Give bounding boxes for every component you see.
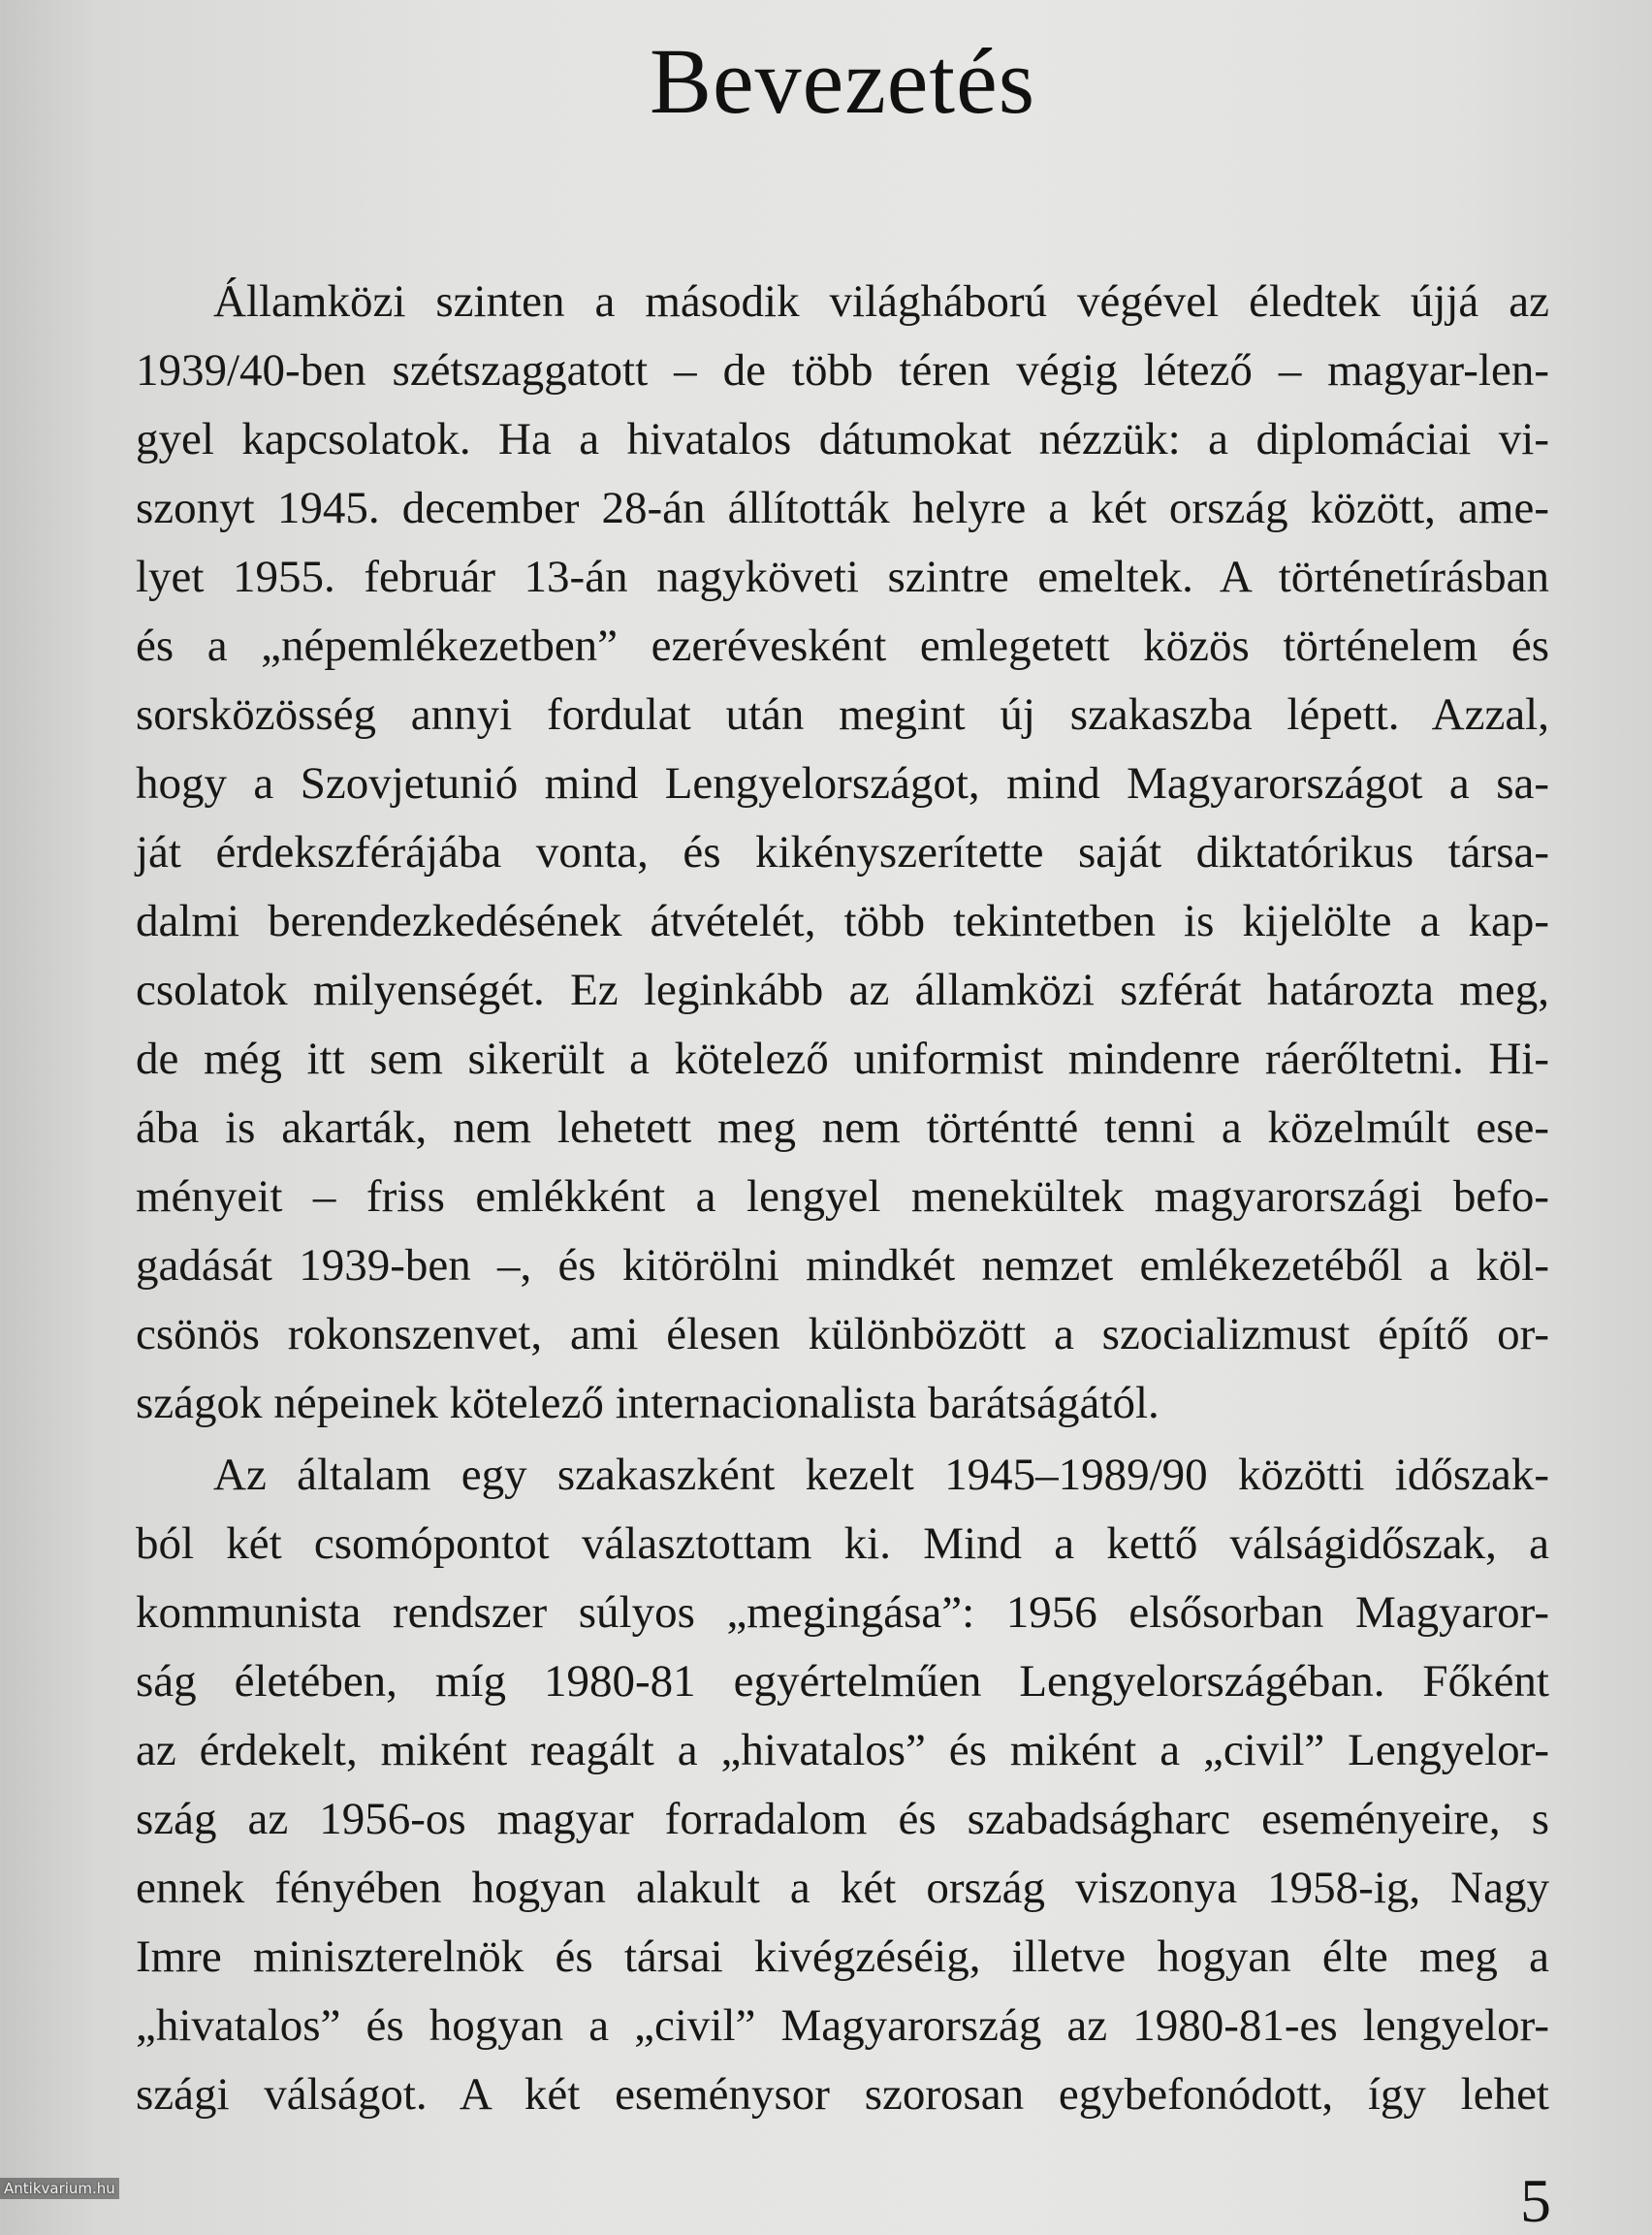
- text-line: ból két csomópontot választottam ki. Mind a kettő válságidőszak, a: [136, 1518, 1549, 1569]
- text-line: ennek fényében hogyan alakult a két ország viszonya 1958-ig, Nagy: [136, 1863, 1549, 1913]
- text-line: „hivatalos” és hogyan a „civil” Magyarország az 1980-81-es lengyelor-: [136, 2000, 1549, 2051]
- text-line: ság életében, míg 1980-81 egyértelműen Lengyelországéban. Főként: [136, 1656, 1549, 1707]
- text-line: ményeit – friss emlékként a lengyel menekültek magyarországi befo-: [136, 1171, 1549, 1222]
- text-line: gyel kapcsolatok. Ha a hivatalos dátumokat nézzük: a diplomáciai vi-: [136, 414, 1549, 464]
- text-line: 1939/40-ben szétszaggatott – de több téren végig létező – magyar-len-: [136, 345, 1549, 396]
- chapter-title: Bevezetés: [649, 29, 1036, 133]
- text-line: Imre miniszterelnök és társai kivégzéséig, illetve hogyan élte meg a: [136, 1932, 1549, 1982]
- paragraph-1: [136, 268, 1549, 1438]
- text-line: ját érdekszférájába vonta, és kikényszerítette saját diktatórikus társa-: [136, 827, 1549, 878]
- page-number-area: [1512, 2166, 1571, 2235]
- text-line: csolatok milyenségét. Ez leginkább az államközi szférát határozta meg,: [136, 965, 1549, 1015]
- text-line: gadását 1939-ben –, és kitörölni mindkét nemzet emlékezetéből a köl-: [136, 1240, 1549, 1291]
- text-line: szágok népeinek kötelező internacionalista barátságától.: [136, 1378, 1160, 1428]
- watermark: Antikvarium.hu: [0, 2178, 119, 2199]
- paragraph-2: [136, 1441, 1549, 2129]
- text-line: ába is akarták, nem lehetett meg nem történtté tenni a közelmúlt ese-: [136, 1102, 1549, 1153]
- text-line: Államközi szinten a második világháború végével éledtek újjá az: [213, 276, 1549, 327]
- text-line: az érdekelt, miként reagált a „hivatalos” és miként a „civil” Lengyelor-: [136, 1725, 1549, 1775]
- text-line: Az általam egy szakaszként kezelt 1945–1989/90 közötti időszak-: [213, 1450, 1549, 1500]
- text-line: de még itt sem sikerült a kötelező uniformist mindenre ráerőltetni. Hi-: [136, 1034, 1549, 1084]
- text-line: szág az 1956-os magyar forradalom és szabadságharc eseményeire, s: [136, 1794, 1549, 1844]
- page-number: 5: [1520, 2166, 1551, 2235]
- text-line: lyet 1955. február 13-án nagyköveti szintre emeltek. A történetírásban: [136, 552, 1549, 602]
- text-line: sorsközösség annyi fordulat után megint új szakaszba lépett. Azzal,: [136, 689, 1549, 740]
- text-line: szonyt 1945. december 28-án állították helyre a két ország között, ame-: [136, 483, 1549, 533]
- text-line: és a „népemlékezetben” ezerévesként emlegetett közös történelem és: [136, 621, 1549, 671]
- text-line: dalmi berendezkedésének átvételét, több tekintetben is kijelölte a kap-: [136, 896, 1549, 946]
- text-line: hogy a Szovjetunió mind Lengyelországot, mind Magyarországot a sa-: [136, 758, 1549, 809]
- text-line: csönös rokonszenvet, ami élesen különbözött a szocializmust építő or-: [136, 1309, 1549, 1359]
- text-line: szági válságot. A két eseménysor szorosan egybefonódott, így lehet: [136, 2069, 1549, 2120]
- text-line: kommunista rendszer súlyos „megingása”: 1956 elsősorban Magyaror-: [136, 1587, 1549, 1638]
